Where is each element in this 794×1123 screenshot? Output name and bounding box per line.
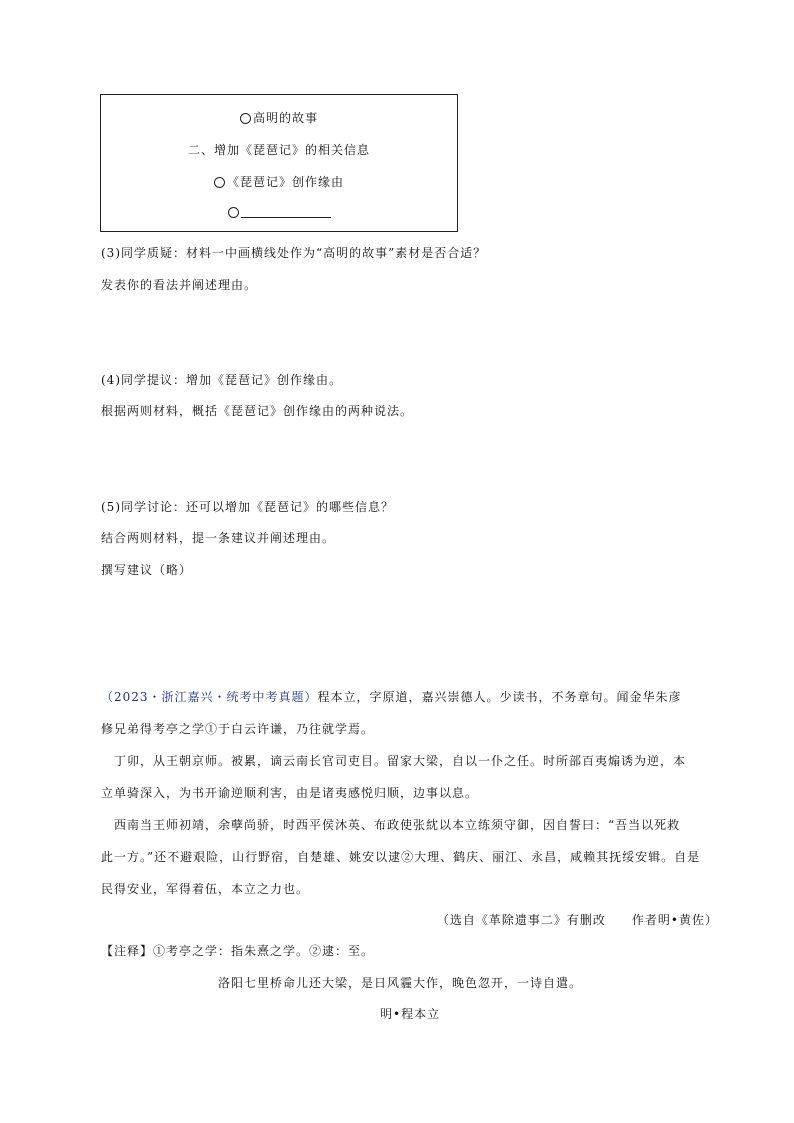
passage-paragraph-2-cont: 立单骑深入，为书开谕逆顺利害，由是诸夷感悦归顺，边事以息。 <box>101 786 479 800</box>
question-5-title: (5)同学讨论：还可以增加《琵琶记》的哪些信息？ <box>101 500 394 514</box>
poem-title: 洛阳七里桥命儿还大梁，是日风霾大作，晚色忽开，一诗自遣。 <box>218 976 583 990</box>
circle-icon <box>240 113 251 124</box>
annotation-notes: 【注释】①考亭之学：指朱熹之学。②逮：至。 <box>101 944 375 958</box>
question-5-answer: 撰写建议（略） <box>101 563 193 577</box>
poem-author: 明•程本立 <box>380 1007 441 1021</box>
circle-icon <box>228 207 239 218</box>
outline-item-2: 二、增加《琵琶记》的相关信息 <box>187 143 370 157</box>
question-3-title: (3)同学质疑：材料一中画横线处作为“高明的故事”素材是否合适？ <box>101 246 487 260</box>
passage-paragraph-3-end: 民得安业，军得着伍，本立之力也。 <box>101 882 310 896</box>
question-4-instruction: 根据两则材料，概括《琵琶记》创作缘由的两种说法。 <box>101 404 414 418</box>
source-tag: （2023・浙江嘉兴・统考中考真题） <box>101 690 318 704</box>
passage-paragraph-1-cont: 修兄弟得考亭之学①于白云许谦，乃往就学焉。 <box>101 722 375 736</box>
passage-paragraph-3-cont: 此一方。”还不避艰险，山行野宿，自楚雄、姚安以逮②大理、鹤庆、丽江、永昌，咸赖其抚绥安辑。自是 <box>101 850 701 864</box>
passage-paragraph-2: 丁卯，从王朝京师。被累，谪云南长官司吏目。留家大梁，自以一仆之任。时所部百夷煽诱为逆，本 <box>114 754 687 768</box>
outline-item-4 <box>101 205 457 219</box>
answer-blank[interactable] <box>241 205 331 218</box>
question-5-instruction: 结合两则材料，提一条建议并阐述理由。 <box>101 531 336 545</box>
outline-item-1: 高明的故事 <box>101 109 457 126</box>
outline-item-3: 《琵琶记》创作缘由 <box>101 173 457 190</box>
passage-paragraph-1: （2023・浙江嘉兴・统考中考真题）程本立，字原道，嘉兴崇德人。少读书，不务章句。闻金华朱彦 <box>101 690 682 704</box>
question-4-title: (4)同学提议：增加《琵琶记》创作缘由。 <box>101 373 342 387</box>
question-3-instruction: 发表你的看法并阐述理由。 <box>101 278 258 292</box>
outline-box <box>100 94 458 232</box>
circle-icon <box>214 177 225 188</box>
passage-paragraph-3: 西南当王师初靖，余孽尚骄，时西平侯沐英、布政使张紞以本立练须守御，因自誓曰：“吾当以死救 <box>114 818 681 832</box>
citation: （选自《革除遗事二》有删改 作者明•黄佐） <box>436 913 718 927</box>
